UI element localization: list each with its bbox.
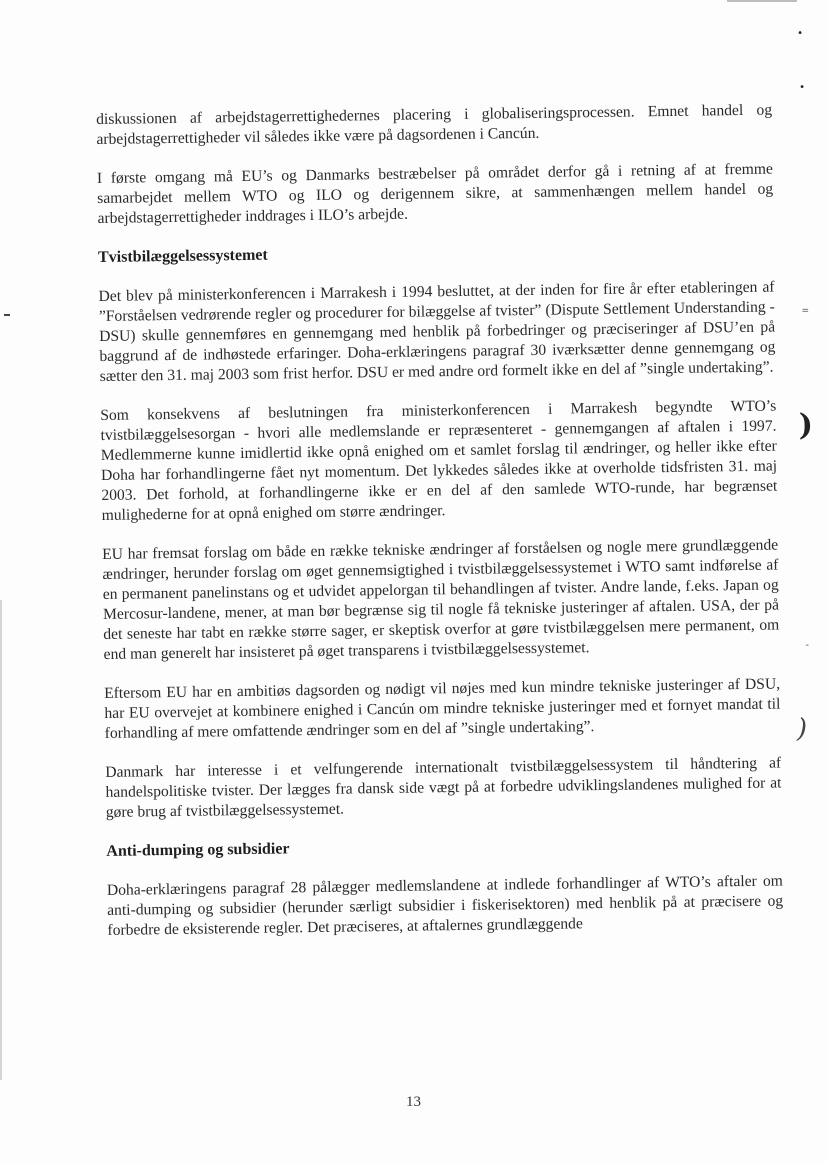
margin-mark-right: = [801,306,809,316]
paragraph: Danmark har interesse i et velfungerende internationalt tvistbilæggelsessystem til håndtering af handelspolitiske tvister. Der lægges fra dansk side vægt på at forbedre udviklingslandenes mulighed for at gøre brug af tvistbilæggelsessystemet. [105,754,782,821]
margin-bracket-mark: ) [796,714,807,744]
paragraph: I første omgang må EU’s og Danmarks bestræbelser på området derfor gå i retning af at fremme samarbejdet mellem WTO og ILO og derigennem sikre, at sammenhængen mellem handel og arbejdstagerrettigheder inddrages i ILO’s arbejde. [96,160,774,227]
section-heading: Anti-dumping og subsidier [106,840,290,860]
paragraph: diskussionen af arbejdstagerrettighedernes placering i globaliseringsprocessen. Emnet handel og arbejdstagerrettigheder vil således ikke være på dagsordenen i Cancún. [96,101,773,148]
page-body [96,101,784,941]
scan-artifact-top [727,0,797,2]
page-number: 13 [406,1094,421,1110]
margin-mark-left [4,314,10,316]
scan-artifact-left [0,600,2,1080]
paragraph: Eftersom EU har en ambitiøs dagsorden og nødigt vil nøjes med kun mindre tekniske justeringer af DSU, har EU overvejet at kombinere enighed i Cancún om mindre tekniske justeringer med et fornyet mandat til forhandling af mere omfattende ændringer som en del af ”single undertaking”. [104,675,781,742]
margin-bracket-mark: ) [798,408,813,443]
margin-dot-mark: • [799,82,805,93]
paragraph: EU har fremsat forslag om både en række tekniske ændringer af forståelsen og nogle mere grundlæggende ændringer, herunder forslag om øget gennemsigtighed i tvistbilæggelsessystemet i WTO samt indførelse af en permanent panelinstans og et udvidet appelorgan til behandlingen af tvister. Andre lande, f.eks. Japan og Mercosur-landene, mener, at man bør begrænse sig til nogle få tekniske justeringer af aftalen. USA, der på det seneste har tabt en række større sager, er skeptisk overfor at gøre tvistbilæggelsen mere permanent, om end man generelt har insisteret på øget transparens i tvistbilæggelsessystemet. [102,536,780,663]
paragraph: Doha-erklæringens paragraf 28 pålægger medlemslandene at indlede forhandlinger af WTO’s aftaler om anti-dumping og subsidier (herunder særligt subsidier i fiskerisektoren) med henblik på at præcisere og forbedre de eksisterende regler. Det præciseres, at aftalernes grundlæggende [106,872,784,939]
margin-mark-right: - [805,640,809,651]
paragraph: Som konsekvens af beslutningen fra ministerkonferencen i Marrakesh begyndte WTO’s tvistbilæggelsesorgan - hvori alle medlemslande er repræsenteret - gennemgangen af aftalen i 1997. Medlemmerne kunne imidlertid ikke opnå enighed om et samlet forslag til ændringer, og heller ikke efter Doha har forhandlingerne fået nyt momentum. Det lykkedes således ikke at overholde tidsfristen 31. maj 2003. Det forhold, at forhandlingerne ikke er en del af den samlede WTO-runde, har begrænset mulighederne for at opnå enighed om større ændringer. [100,397,778,524]
margin-dot-mark: • [797,28,803,39]
paragraph: Det blev på ministerkonferencen i Marrakesh i 1994 besluttet, at der inden for fire år efter etableringen af ”Forståelsen vedrørende regler og procedurer for bilæggelse af tvister” (Dispute Settlement Understanding - DSU) skulle gennemføres en gennemgang med henblik på forbedringer og præciseringer af DSU’en på baggrund af de indhøstede erfaringer. Doha-erklæringens paragraf 30 iværksætter denne gennemgang og sætter den 31. maj 2003 som frist herfor. DSU er med andre ord formelt ikke en del af ”single undertaking”. [98,278,776,385]
section-heading: Tvistbilæggelsessystemet [97,246,268,266]
